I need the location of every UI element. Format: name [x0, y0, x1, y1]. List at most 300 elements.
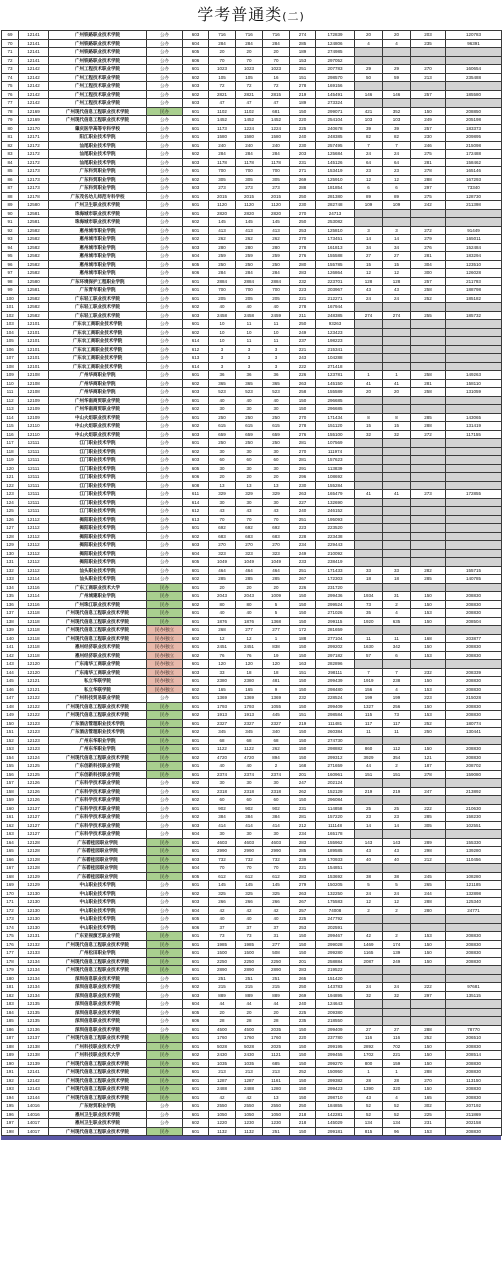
cell-c11: 23 — [383, 813, 411, 822]
table-row — [2, 320, 502, 329]
cell-type: 公办 — [147, 566, 183, 575]
cell-name: 深圳信息职业技术学院 — [49, 983, 147, 992]
cell-name: 阳江职业技术学院 — [49, 133, 147, 142]
cell-c12: 150 — [411, 1059, 446, 1068]
cell-c10: 24 — [355, 150, 383, 159]
cell-c7: 685 — [263, 1059, 290, 1068]
table-row — [2, 821, 502, 830]
cell-no: 105 — [2, 337, 19, 346]
cell-type: 公办 — [147, 430, 183, 439]
cell-c12: 258 — [411, 286, 446, 295]
cell-c8: 225 — [290, 915, 316, 924]
cell-c5: 1120 — [209, 201, 236, 210]
cell-c10: 12 — [355, 269, 383, 278]
cell-c12 — [411, 915, 446, 924]
table-row — [2, 1102, 502, 1111]
cell-c5: 215 — [209, 983, 236, 992]
cell-c12: 288 — [411, 1068, 446, 1077]
cell-code: 12118 — [19, 634, 49, 643]
cell-name: 惠州城市职业学院 — [49, 269, 147, 278]
cell-no: 194 — [2, 1093, 19, 1102]
table-row — [2, 770, 502, 779]
cell-grp: 601 — [183, 1110, 209, 1119]
cell-c6: 2890 — [236, 966, 263, 975]
cell-grp: 603 — [183, 243, 209, 252]
cell-c6: 1122 — [236, 745, 263, 754]
cell-code: 12582 — [19, 243, 49, 252]
cell-c7: 70 — [263, 515, 290, 524]
table-row — [2, 1068, 502, 1077]
cell-type: 公办 — [147, 779, 183, 788]
cell-no: 140 — [2, 634, 19, 643]
cell-c5: 1369 — [209, 694, 236, 703]
cell-c6: 2820 — [236, 209, 263, 218]
cell-no: 109 — [2, 371, 19, 380]
cell-c13: 185182 — [446, 294, 502, 303]
cell-c8: 288 — [290, 184, 316, 193]
cell-c10 — [355, 779, 383, 788]
cell-c6: 120 — [236, 660, 263, 669]
cell-c7: 40 — [263, 915, 290, 924]
cell-c13 — [446, 337, 502, 346]
cell-c11 — [383, 515, 411, 524]
cell-c12 — [411, 48, 446, 57]
table-row — [2, 379, 502, 388]
cell-c5: 1102 — [209, 107, 236, 116]
cell-name: 广东南华工商职业学院 — [49, 668, 147, 677]
cell-c6: 44 — [236, 1000, 263, 1009]
cell-name: 广州珠江职业技术学院 — [49, 600, 147, 609]
cell-c13 — [446, 583, 502, 592]
cell-c7: 30 — [263, 405, 290, 414]
cell-code: 12111 — [19, 507, 49, 516]
cell-c8: 150 — [290, 107, 316, 116]
cell-c7: 215 — [263, 983, 290, 992]
cell-c12: 275 — [411, 192, 446, 201]
cell-name: 肇庆医学高等专科学校 — [49, 124, 147, 133]
cell-c6: 2327 — [236, 719, 263, 728]
cell-c10 — [355, 99, 383, 108]
cell-c10: 64 — [355, 158, 383, 167]
cell-c9: 74008 — [316, 906, 355, 915]
cell-c9: 145491 — [316, 90, 355, 99]
cell-c6: 692 — [236, 524, 263, 533]
cell-grp: 601 — [183, 881, 209, 890]
cell-c12 — [411, 779, 446, 788]
cell-type: 民办 — [147, 762, 183, 771]
cell-type: 公办 — [147, 388, 183, 397]
cell-code: 12580 — [19, 277, 49, 286]
cell-no: 145 — [2, 677, 19, 686]
cell-name: 珠海城市职业技术学院 — [49, 209, 147, 218]
cell-c7: 2025 — [263, 1042, 290, 1051]
cell-grp: 601 — [183, 949, 209, 958]
table-row — [2, 940, 502, 949]
cell-c13 — [446, 209, 502, 218]
cell-c13: 120783 — [446, 31, 502, 40]
cell-type: 民办 — [147, 702, 183, 711]
cell-name: 江门职业技术学院 — [49, 481, 147, 490]
table-row — [2, 592, 502, 601]
cell-type: 民办 — [147, 617, 183, 626]
cell-c10: 274 — [355, 311, 383, 320]
cell-c10 — [355, 660, 383, 669]
cell-c5: 1050 — [209, 1110, 236, 1119]
cell-c6: 284 — [236, 269, 263, 278]
cell-c10 — [355, 362, 383, 371]
cell-c6: 284 — [236, 39, 263, 48]
cell-name: 惠州城市职业学院 — [49, 243, 147, 252]
cell-c5: 716 — [209, 31, 236, 40]
cell-c5: 30 — [209, 447, 236, 456]
cell-c12: 302 — [411, 1102, 446, 1111]
cell-c11: 12 — [383, 269, 411, 278]
cell-name: 广东科学技术职业学院 — [49, 779, 147, 788]
cell-c11 — [383, 328, 411, 337]
cell-c6: 2430 — [236, 1051, 263, 1060]
cell-c5: 345 — [209, 728, 236, 737]
cell-c6: 1102 — [236, 107, 263, 116]
cell-c10: 89 — [355, 192, 383, 201]
cell-c10: 18 — [355, 575, 383, 584]
cell-type: 公办 — [147, 243, 183, 252]
cell-type: 公办 — [147, 549, 183, 558]
cell-type: 公办 — [147, 906, 183, 915]
cell-code: 12582 — [19, 252, 49, 261]
cell-grp: 601 — [183, 762, 209, 771]
cell-c13: 215098 — [446, 141, 502, 150]
cell-grp: 602 — [183, 983, 209, 992]
cell-no: 123 — [2, 490, 19, 499]
cell-c9: 299280 — [316, 949, 355, 958]
cell-c5: 262 — [209, 235, 236, 244]
cell-code: 12172 — [19, 158, 49, 167]
cell-grp: 602 — [183, 532, 209, 541]
cell-type: 公办 — [147, 379, 183, 388]
cell-c11: 82 — [383, 133, 411, 142]
cell-c10 — [355, 439, 383, 448]
cell-type: 公办 — [147, 413, 183, 422]
cell-c8: 257 — [290, 906, 316, 915]
cell-grp: 603 — [183, 311, 209, 320]
cell-name: 广东科学技术职业学院 — [49, 796, 147, 805]
cell-no: 139 — [2, 626, 19, 635]
cell-c5: 2250 — [209, 957, 236, 966]
cell-type: 民办/独立 — [147, 651, 183, 660]
cell-c8: 150 — [290, 396, 316, 405]
cell-c9: 298882 — [316, 745, 355, 754]
table-row — [2, 175, 502, 184]
cell-grp: 604 — [183, 864, 209, 873]
cell-c12: 275 — [411, 150, 446, 159]
cell-code: 12123 — [19, 728, 49, 737]
cell-no: 164 — [2, 838, 19, 847]
cell-c13: 91449 — [446, 226, 502, 235]
cell-no: 103 — [2, 320, 19, 329]
cell-name: 广州科技职业技术大学 — [49, 1051, 147, 1060]
cell-code: 12108 — [19, 388, 49, 397]
table-row — [2, 634, 502, 643]
cell-type: 公办 — [147, 515, 183, 524]
cell-no: 192 — [2, 1076, 19, 1085]
cell-c8: 283 — [290, 838, 316, 847]
cell-c7: 42 — [263, 906, 290, 915]
cell-c8: 150 — [290, 609, 316, 618]
cell-c10: 34 — [355, 243, 383, 252]
cell-type: 公办 — [147, 286, 183, 295]
cell-no: 85 — [2, 167, 19, 176]
cell-c8: 150 — [290, 745, 316, 754]
cell-c7: 894 — [263, 753, 290, 762]
cell-c13 — [446, 515, 502, 524]
cell-c11: 41 — [383, 490, 411, 499]
cell-code: 12582 — [19, 226, 49, 235]
cell-c10 — [355, 320, 383, 329]
cell-c11: 151 — [383, 770, 411, 779]
cell-c7: 3 — [263, 362, 290, 371]
table-row — [2, 1119, 502, 1128]
cell-code: 12114 — [19, 592, 49, 601]
cell-c13: 183373 — [446, 124, 502, 133]
cell-c5: 120 — [209, 660, 236, 669]
admission-table — [1, 30, 502, 1136]
cell-c9: 297052 — [316, 56, 355, 65]
cell-c13 — [446, 974, 502, 983]
table-row — [2, 915, 502, 924]
cell-name: 惠州城市职业学院 — [49, 226, 147, 235]
cell-c13: 208830 — [446, 609, 502, 618]
cell-code: 12111 — [19, 473, 49, 482]
cell-c12: 231 — [411, 1119, 446, 1128]
cell-c9: 194895 — [316, 991, 355, 1000]
cell-name: 广州现代信息工程职业技术学院 — [49, 711, 147, 720]
cell-c12: 153 — [411, 651, 446, 660]
cell-c6: 4500 — [236, 1025, 263, 1034]
cell-c5: 20 — [209, 473, 236, 482]
cell-type: 公办 — [147, 345, 183, 354]
cell-name: 广东科学技术职业学院 — [49, 830, 147, 839]
cell-type: 民办 — [147, 847, 183, 856]
cell-no: 183 — [2, 1000, 19, 1009]
cell-c10: 11 — [355, 634, 383, 643]
cell-c10: 815 — [355, 1127, 383, 1136]
cell-grp: 605 — [183, 872, 209, 881]
cell-c13: 208830 — [446, 1068, 502, 1077]
cell-c13: 126028 — [446, 269, 502, 278]
cell-c13: 102551 — [446, 821, 502, 830]
cell-c10: 8 — [355, 413, 383, 422]
cell-c6: 30 — [236, 447, 263, 456]
cell-type: 公办 — [147, 490, 183, 499]
cell-no: 91 — [2, 218, 19, 227]
cell-name: 广东农工商职业技术学院 — [49, 337, 147, 346]
cell-c7: 36 — [263, 371, 290, 380]
cell-c6: 10 — [236, 328, 263, 337]
cell-c5: 12 — [209, 634, 236, 643]
cell-code: 14017 — [19, 1119, 49, 1128]
cell-grp: 601 — [183, 226, 209, 235]
cell-c10: 25 — [355, 804, 383, 813]
cell-grp: 601 — [183, 940, 209, 949]
cell-c11: 146 — [383, 90, 411, 99]
cell-c5: 1035 — [209, 1059, 236, 1068]
cell-c10: 43 — [355, 286, 383, 295]
cell-no: 116 — [2, 430, 19, 439]
cell-c7: 213 — [263, 1068, 290, 1077]
cell-c6: 523 — [236, 388, 263, 397]
cell-c12: 298 — [411, 847, 446, 856]
cell-c10 — [355, 473, 383, 482]
cell-c7: 1050 — [263, 1110, 290, 1119]
cell-name: 中山火炬职业技术学院 — [49, 413, 147, 422]
cell-name: 广东创新科技职业学院 — [49, 762, 147, 771]
cell-c10 — [355, 48, 383, 57]
cell-c7: 13 — [263, 481, 290, 490]
cell-c13 — [446, 549, 502, 558]
cell-c10: 421 — [355, 107, 383, 116]
cell-name: 深圳信息职业技术学院 — [49, 1000, 147, 1009]
cell-c13: 213892 — [446, 787, 502, 796]
cell-c12 — [411, 974, 446, 983]
cell-name: 广东南华工商职业学院 — [49, 660, 147, 669]
cell-c8: 239 — [290, 855, 316, 864]
cell-c11: 2 — [383, 762, 411, 771]
cell-name: 江门职业技术学院 — [49, 507, 147, 516]
cell-c7: 2820 — [263, 209, 290, 218]
table-row — [2, 354, 502, 363]
cell-code: 12123 — [19, 736, 49, 745]
cell-c5: 47 — [209, 99, 236, 108]
cell-c8: 250 — [290, 1102, 316, 1111]
cell-c11: 29 — [383, 65, 411, 74]
cell-c8: 226 — [290, 371, 316, 380]
cell-c5: 4500 — [209, 1025, 236, 1034]
cell-type: 公办 — [147, 311, 183, 320]
cell-c12 — [411, 532, 446, 541]
cell-c8: 212 — [290, 821, 316, 830]
cell-c13: 208830 — [446, 1127, 502, 1136]
cell-name: 广州华商职业学院 — [49, 388, 147, 397]
cell-c9: 24713 — [316, 209, 355, 218]
cell-code: 12137 — [19, 1034, 49, 1043]
cell-c6: 262 — [236, 235, 263, 244]
cell-c10 — [355, 498, 383, 507]
cell-grp: 601 — [183, 1042, 209, 1051]
cell-c6: 42 — [236, 1093, 263, 1102]
cell-c9: 248385 — [316, 133, 355, 142]
cell-c9: 172303 — [316, 575, 355, 584]
cell-code: 12126 — [19, 779, 49, 788]
cell-c11 — [383, 549, 411, 558]
cell-c8: 150 — [290, 405, 316, 414]
cell-no: 174 — [2, 923, 19, 932]
cell-c13: 131419 — [446, 422, 502, 431]
cell-c5: 3 — [209, 362, 236, 371]
cell-c7: 838 — [263, 643, 290, 652]
cell-c7: 120 — [263, 660, 290, 669]
cell-c13: 208830 — [446, 745, 502, 754]
cell-c11: 34 — [383, 243, 411, 252]
cell-c6: 464 — [236, 566, 263, 575]
cell-c13: 172488 — [446, 150, 502, 159]
cell-no: 77 — [2, 99, 19, 108]
cell-c7: 70 — [263, 864, 290, 873]
cell-no: 72 — [2, 56, 19, 65]
cell-type: 公办 — [147, 923, 183, 932]
cell-no: 171 — [2, 898, 19, 907]
cell-c12 — [411, 405, 446, 414]
table-row — [2, 447, 502, 456]
cell-c7: 205 — [263, 294, 290, 303]
cell-c13 — [446, 99, 502, 108]
cell-c9: 157220 — [316, 813, 355, 822]
cell-c8: 150 — [290, 1042, 316, 1051]
cell-no: 132 — [2, 566, 19, 575]
cell-c7: 464 — [263, 566, 290, 575]
cell-c10 — [355, 626, 383, 635]
cell-type: 公办 — [147, 787, 183, 796]
cell-type: 民办 — [147, 583, 183, 592]
cell-c8: 225 — [290, 124, 316, 133]
table-row — [2, 745, 502, 754]
cell-code: 12143 — [19, 1085, 49, 1094]
cell-c10 — [355, 82, 383, 91]
cell-grp: 602 — [183, 422, 209, 431]
cell-type: 公办 — [147, 991, 183, 1000]
table-row — [2, 889, 502, 898]
cell-c12: 150 — [411, 745, 446, 754]
cell-c9: 299524 — [316, 600, 355, 609]
cell-c13 — [446, 498, 502, 507]
cell-c13: 208830 — [446, 600, 502, 609]
cell-c10: 2087 — [355, 957, 383, 966]
cell-c6: 612 — [236, 872, 263, 881]
cell-code: 12172 — [19, 150, 49, 159]
cell-grp: 603 — [183, 82, 209, 91]
cell-c8: 263 — [290, 889, 316, 898]
cell-c11: 174 — [383, 940, 411, 949]
cell-c9: 157623 — [316, 456, 355, 465]
cell-c13: 78770 — [446, 1025, 502, 1034]
cell-type: 公办 — [147, 813, 183, 822]
cell-c9: 104288 — [316, 354, 355, 363]
cell-c11 — [383, 974, 411, 983]
cell-c13: 172855 — [446, 490, 502, 499]
cell-name: 私立华联学院 — [49, 685, 147, 694]
cell-code: 12126 — [19, 796, 49, 805]
cell-c12: 255 — [411, 311, 446, 320]
cell-c7: 5 — [263, 609, 290, 618]
cell-name: 惠州经济职业技术学院 — [49, 651, 147, 660]
cell-c12: 276 — [411, 243, 446, 252]
cell-name: 广东科学技术职业学院 — [49, 821, 147, 830]
cell-no: 155 — [2, 762, 19, 771]
cell-c7: 70 — [263, 56, 290, 65]
cell-type: 公办 — [147, 481, 183, 490]
cell-c9: 299115 — [316, 617, 355, 626]
cell-c7: 240 — [263, 141, 290, 150]
cell-no: 136 — [2, 600, 19, 609]
cell-name: 珠海城市职业技术学院 — [49, 218, 147, 227]
cell-c12: 212 — [411, 855, 446, 864]
table-row — [2, 898, 502, 907]
cell-c11: 20 — [383, 388, 411, 397]
table-row — [2, 388, 502, 397]
cell-code: 12141 — [19, 56, 49, 65]
cell-code: 12110 — [19, 430, 49, 439]
cell-c11: 117 — [383, 719, 411, 728]
cell-no: 115 — [2, 422, 19, 431]
